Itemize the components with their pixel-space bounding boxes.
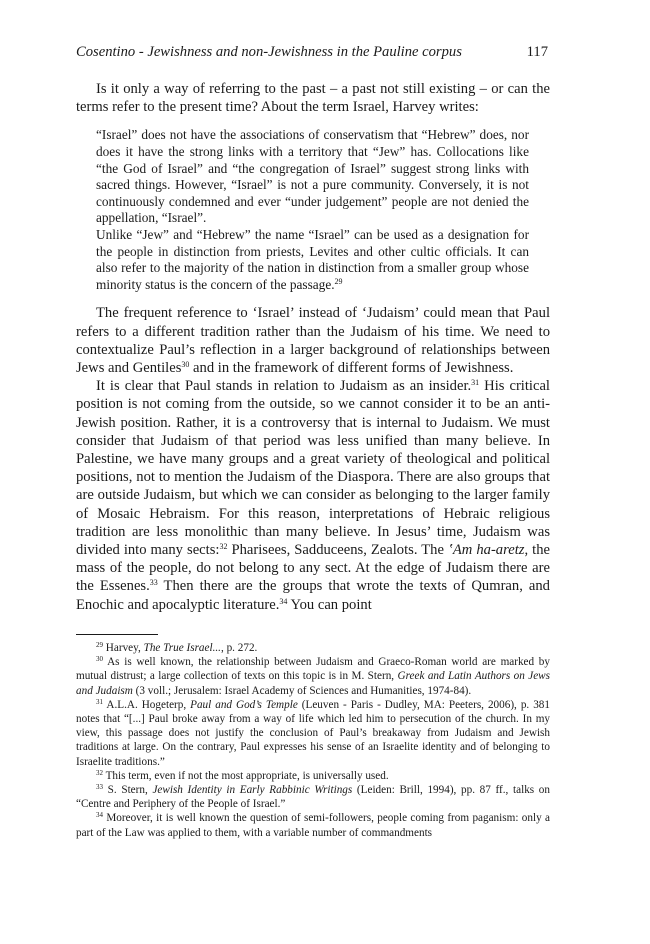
footnote-text: S. Stern, [103, 784, 153, 797]
main-text [76, 80, 550, 614]
footnote-33 [76, 783, 550, 811]
footnote-ref-29[interactable]: 29 [334, 276, 343, 286]
running-title: Cosentino - Jewishness and non-Jewishness in the Pauline corpus [76, 44, 462, 60]
footnote-ref-31[interactable]: 31 [471, 378, 480, 388]
footnote-number: 32 [96, 768, 103, 777]
paragraph-text: You can point [287, 596, 372, 613]
footnote-number: 31 [96, 697, 103, 706]
paragraph-text: Pharisees, Sadduceens, Zealots. The [227, 541, 448, 558]
footnote-31 [76, 698, 550, 769]
am-ha-aretz-term: ʽAm ha-aretz [448, 541, 525, 558]
footnote-30 [76, 655, 550, 698]
paragraph-text: His critical position is not coming from the outside, so we cannot consider it to be an anti-Jewish position. Rather, it is a controversy that is internal to Judaism. We must consider that Judaism of that period was less unified than many believe. In Palestine, we have many groups and a great variety of theological and political positions, not to mention the Judaism of the Diaspora. There are also groups that are outside Judaism, but which we can consider as belonging to the larger family of Mosaic Hebraism. For this reason, interpretations of Hebraic religious tradition are less monolithic than many believe. In Jesus’ time, Judaism was divided into many sects: [76, 378, 550, 558]
footnote-divider [76, 634, 158, 635]
running-header [76, 42, 550, 62]
footnote-ref-30[interactable]: 30 [181, 359, 190, 369]
footnote-text: As is well known, the relationship between Judaism and Graeco-Roman world are marked by mutual distrust; a large collection of texts on this topic is in M. Stern, [76, 656, 550, 683]
page-number: 117 [526, 44, 548, 60]
footnote-number: 33 [96, 783, 103, 792]
harvey-quotation [96, 127, 529, 293]
paragraph-paul-insider [76, 377, 550, 614]
footnote-title: Jewish Identity in Early Rabbinic Writings [152, 784, 353, 797]
paragraph-text: Then there are the groups that wrote the texts of Qumran, and Enochic and apocalyptic literature. [76, 578, 550, 613]
footnote-ref-34[interactable]: 34 [279, 596, 288, 606]
footnote-number: 29 [96, 641, 103, 649]
footnotes [76, 641, 550, 840]
quotation-paragraph-2 [96, 227, 529, 293]
footnote-text: This term, even if not the most appropriate, is universally used. [103, 769, 389, 782]
footnote-text: (Leuven - Paris - Dudley, MA: Peeters, 2006), p. 381 notes that “[...] Paul broke away from a way of life which led him to persecution of the church. In my view, this passage does not justify the conclusion of Paul’s breakaway from Judaism and Jewish traditions at large. On the contrary, Paul expresses his sense of an Israelite identity and of belonging to Israelite traditions.” [76, 698, 550, 768]
footnote-text: , p. 272. [220, 642, 258, 654]
footnote-title: Paul and God’s Temple [190, 698, 298, 711]
footnote-29 [76, 641, 550, 655]
footnote-34 [76, 811, 550, 839]
intro-paragraph: Is it only a way of referring to the past – a past not still existing – or can the terms refer to the present time? About the term Israel, Harvey writes: [76, 81, 550, 116]
footnote-ref-32[interactable]: 32 [219, 541, 228, 551]
footnote-text: A.L.A. Hogeterp, [103, 698, 191, 711]
footnote-number: 30 [96, 655, 103, 664]
footnote-title: The True Israel... [143, 642, 221, 654]
footnote-32 [76, 769, 550, 783]
footnote-text: Harvey, [103, 642, 144, 654]
paragraph-israel-reference [76, 304, 550, 377]
footnote-ref-33[interactable]: 33 [149, 578, 158, 588]
footnote-title: Greek and Latin Authors on Jews and Judaism [76, 670, 550, 697]
footnote-text: (Leiden: Brill, 1994), pp. 87 ff., talks on “Centre and Periphery of the People of Israel.” [76, 784, 550, 811]
paragraph-text: , the mass of the people, do not belong to any sect. At the edge of Judaism there are the Essenes. [76, 541, 550, 595]
quotation-paragraph-1: “Israel” does not have the associations of conservatism that “Hebrew” does, nor does it have the strong links with a territory that “Jew” has. Collocations like “the God of Israel” and “the congregation of Israel” suggest strong links with sacred things. However, “Israel” is not a pure community. Conversely, it is not continuously condemned and ever “under judgement” people are not denied the appellation, “Israel”. [96, 127, 529, 226]
footnote-number: 34 [96, 811, 103, 820]
footnote-text: Moreover, it is well known the question of semi-followers, people coming from paganism: only a part of the Law was applied to them, with a variable number of commandments [76, 812, 550, 839]
quotation-text: Unlike “Jew” and “Hebrew” the name “Israel” can be used as a designation for the people in distinction from priests, Levites and other cultic officials. It can also refer to the majority of the nation in distinction from a smaller group whose minority status is the concern of the passage. [96, 226, 529, 292]
footnote-text: (3 voll.; Jerusalem: Israel Academy of Sciences and Humanities, 1974-84). [132, 684, 472, 697]
paragraph-text: and in the framework of different forms of Jewishness. [189, 359, 514, 376]
paragraph-text: It is clear that Paul stands in relation to Judaism as an insider. [96, 378, 472, 395]
paragraph-text: The frequent reference to ‘Israel’ instead of ‘Judaism’ could mean that Paul refers to a different tradition rather than the Judaism of his time. We need to contextualize Paul’s reflection in a larger background of relationships between Jews and Gentiles [76, 305, 550, 376]
